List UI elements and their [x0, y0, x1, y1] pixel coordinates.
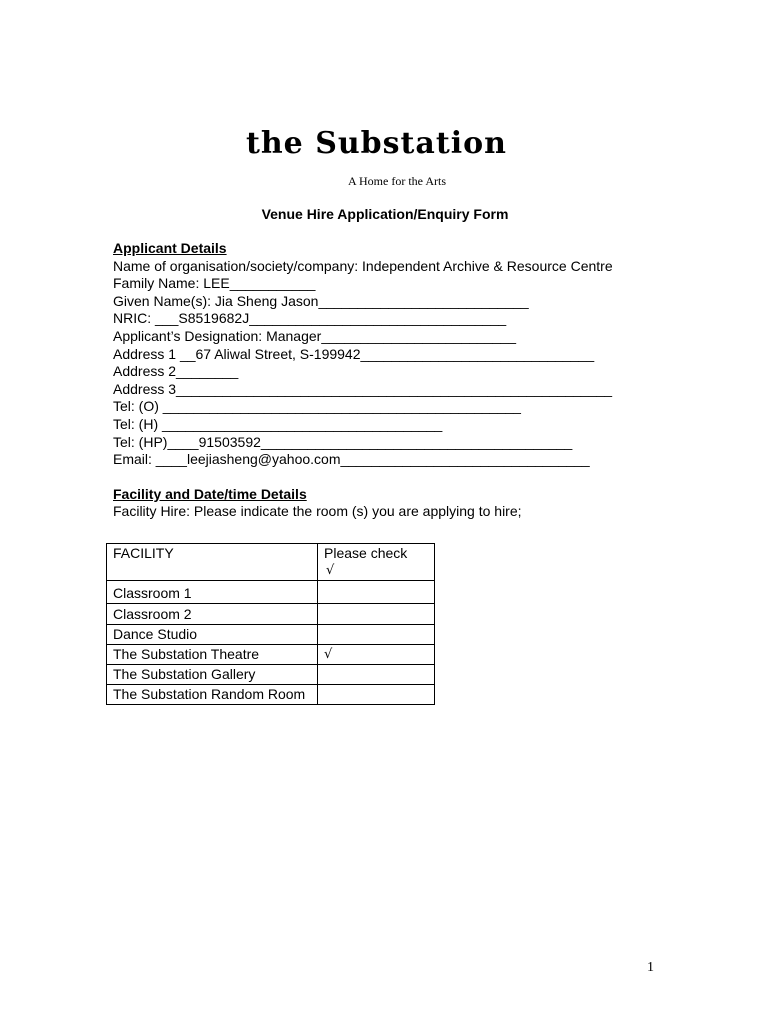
nric-blank: _________________________________ — [249, 310, 507, 327]
organisation-label: Name of organisation/society/company: — [113, 257, 363, 274]
tel-office-field[interactable] — [113, 398, 613, 416]
check-column-label: Please check — [324, 545, 408, 561]
logo-tagline: A Home for the Arts — [348, 174, 446, 188]
facility-table — [106, 543, 435, 705]
tel-handphone-field[interactable] — [113, 434, 613, 452]
facility-name-cell: Dance Studio — [107, 625, 318, 645]
address-2-label: Address 2 — [113, 363, 177, 380]
organisation-value: Independent Archive & Resource Centre — [362, 257, 613, 274]
logo-wordmark: the Substation — [246, 126, 507, 161]
tel-handphone-value: ____91503592 — [167, 433, 261, 450]
facility-name-cell: Classroom 2 — [107, 604, 318, 625]
address-3-label: Address 3 — [113, 380, 177, 397]
nric-value: S8519682J — [178, 310, 250, 327]
address-2-field[interactable] — [113, 363, 613, 381]
given-name-blank: ___________________________ — [318, 292, 529, 309]
designation-label: Applicant’s Designation: — [113, 327, 267, 344]
email-label: Email: — [113, 451, 156, 468]
designation-value: Manager — [266, 327, 322, 344]
address-1-value: __67 Aliwal Street, S-199942 — [179, 345, 361, 362]
facility-name-cell: The Substation Theatre — [107, 645, 318, 665]
facility-check-cell[interactable] — [318, 665, 435, 685]
given-name-field[interactable] — [113, 293, 613, 311]
facility-name-cell: Classroom 1 — [107, 581, 318, 604]
nric-field[interactable] — [113, 310, 613, 328]
facility-check-cell[interactable] — [318, 581, 435, 604]
address-3-blank: ________________________________________________________ — [176, 380, 613, 397]
organisation-field[interactable] — [113, 258, 613, 276]
facility-check-cell[interactable]: √ — [318, 645, 435, 665]
facility-name-cell: The Substation Gallery — [107, 665, 318, 685]
form-title: Venue Hire Application/Enquiry Form — [261, 206, 509, 222]
family-name-field[interactable] — [113, 275, 613, 293]
family-name-label: Family Name: — [113, 275, 204, 292]
table-row — [107, 625, 435, 645]
email-prefix: ____ — [155, 451, 187, 468]
check-column-header — [318, 544, 435, 581]
applicant-details-section — [113, 240, 613, 521]
table-row — [107, 685, 435, 705]
facility-check-cell[interactable] — [318, 625, 435, 645]
tel-office-label: Tel: (O) — [113, 398, 163, 415]
designation-field[interactable] — [113, 328, 613, 346]
designation-blank: _________________________ — [321, 327, 516, 344]
table-row — [107, 581, 435, 604]
check-mark-symbol: √ — [326, 563, 335, 578]
address-1-label: Address 1 — [113, 345, 180, 362]
applicant-details-heading: Applicant Details — [113, 240, 227, 256]
email-value: leejiasheng@yahoo.com — [186, 451, 341, 468]
substation-logo — [246, 124, 510, 192]
nric-prefix: ___ — [155, 310, 179, 327]
tel-office-blank: ______________________________________________ — [162, 398, 521, 415]
family-name-value: LEE — [203, 275, 230, 292]
table-row — [107, 604, 435, 625]
nric-label: NRIC: — [113, 310, 155, 327]
facility-column-header: FACILITY — [107, 544, 318, 581]
tel-handphone-blank: ________________________________________ — [260, 433, 573, 450]
page-number: 1 — [647, 960, 654, 975]
address-1-field[interactable] — [113, 346, 613, 364]
facility-check-cell[interactable] — [318, 604, 435, 625]
facility-details-heading: Facility and Date/time Details — [113, 485, 307, 502]
facility-name-cell: The Substation Random Room — [107, 685, 318, 705]
address-3-field[interactable] — [113, 381, 613, 399]
facility-check-cell[interactable] — [318, 685, 435, 705]
tel-handphone-label: Tel: (HP) — [113, 433, 168, 450]
given-name-label: Given Name(s): — [113, 292, 215, 309]
tel-home-blank: ____________________________________ — [162, 415, 443, 432]
facility-table-header — [107, 544, 435, 581]
table-row — [107, 645, 435, 665]
facility-instruction: Facility Hire: Please indicate the room (s) you are applying to hire; — [113, 503, 522, 520]
email-field[interactable] — [113, 451, 613, 469]
email-blank: ________________________________ — [340, 451, 590, 468]
address-1-blank: ______________________________ — [360, 345, 595, 362]
table-row — [107, 665, 435, 685]
given-name-value: Jia Sheng Jason — [214, 292, 319, 309]
family-name-blank: ___________ — [229, 275, 316, 292]
address-2-blank: ________ — [176, 363, 239, 380]
tel-home-field[interactable] — [113, 416, 613, 434]
tel-home-label: Tel: (H) — [113, 415, 162, 432]
